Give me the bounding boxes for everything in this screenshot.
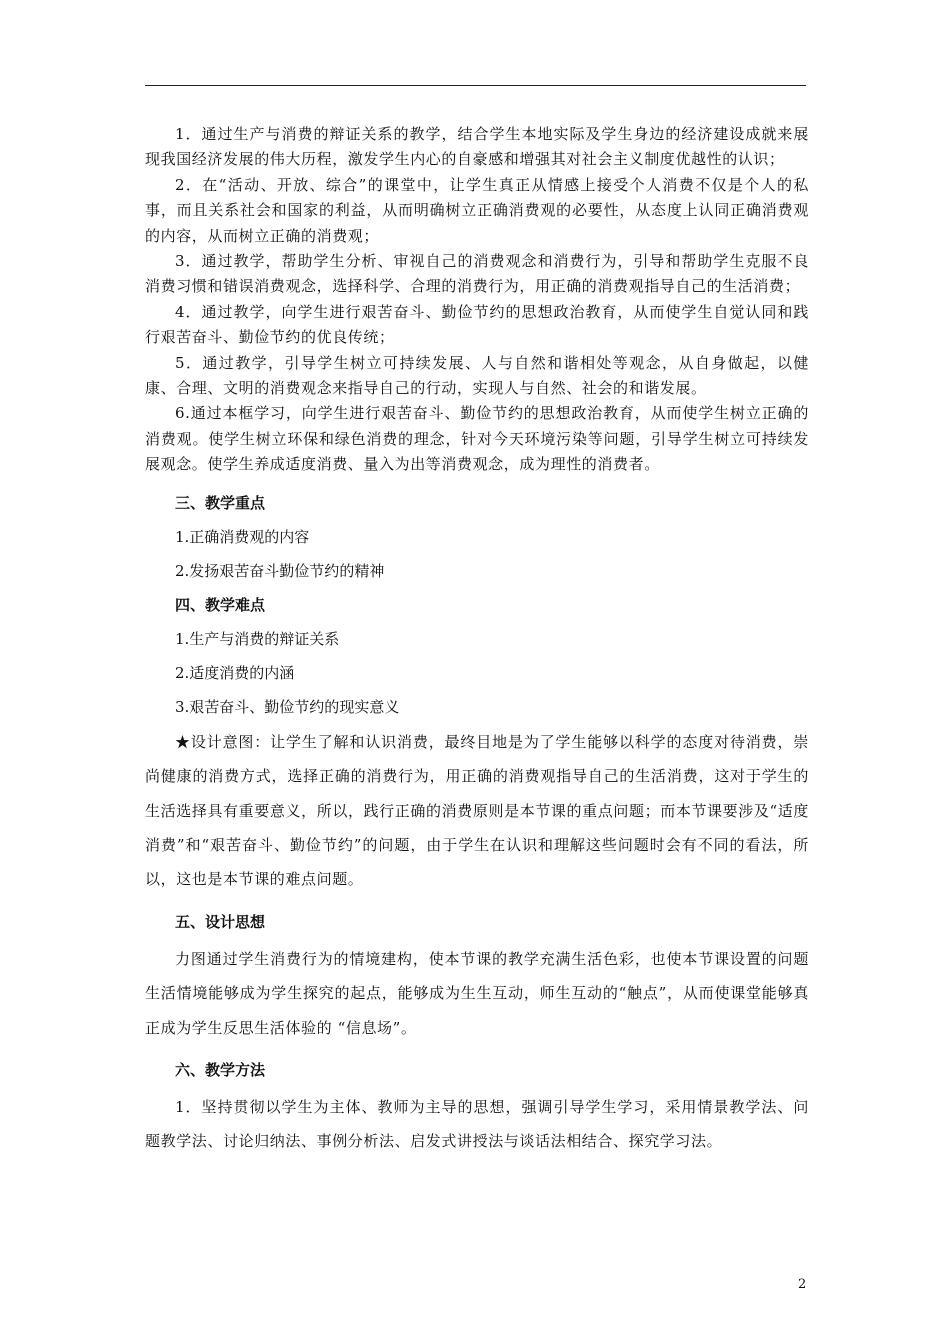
section-heading-difficulties: 四、教学难点	[175, 595, 266, 614]
page-number: 2	[798, 1277, 807, 1292]
section-heading-design-idea: 五、设计思想	[175, 912, 266, 931]
objective-4: 4．通过教学，向学生进行艰苦奋斗、勤俭节约的思想政治教育，从而使学生自觉认同和践行艰苦奋斗、勤俭节约的优良传统；	[145, 302, 809, 347]
difficulty-item: 1.生产与消费的辩证关系	[175, 629, 340, 648]
objective-6: 6.通过本框学习，向学生进行艰苦奋斗、勤俭节约的思想政治教育，从而使学生树立正确的消费观。使学生树立环保和绿色消费的理念，针对今天环境污染等问题，引导学生树立可持续发展观念。使学生养成适度消费、量入为出等消费观念，成为理性的消费者。	[145, 404, 809, 474]
document-body	[145, 122, 809, 1159]
design-idea-paragraph: 力图通过学生消费行为的情境建构，使本节课的教学充满生活色彩，也使本节课设置的问题生活情境能够成为学生探究的起点，能够成为生生互动，师生互动的“触点”，从而使课堂能够真正成为学生反思生活体验的 “信息场”。	[145, 949, 809, 1037]
key-point-item: 1.正确消费观的内容	[175, 527, 310, 546]
methods-paragraph: 1．坚持贯彻以学生为主体、教师为主导的思想，强调引导学生学习，采用情景教学法、问题教学法、讨论归纳法、事例分析法、启发式讲授法与谈话法相结合、探究学习法。	[145, 1097, 809, 1151]
difficulty-item: 2.适度消费的内涵	[175, 663, 295, 682]
objective-1: 1．通过生产与消费的辩证关系的教学，结合学生本地实际及学生身边的经济建设成就来展现我国经济发展的伟大历程，激发学生内心的自豪感和增强其对社会主义制度优越性的认识；	[145, 125, 809, 169]
key-point-item: 2.发扬艰苦奋斗勤俭节约的精神	[175, 561, 385, 580]
objective-2: 2．在“活动、开放、综合”的课堂中，让学生真正从情感上接受个人消费不仅是个人的私事，而且关系社会和国家的利益，从而明确树立正确消费观的必要性，从态度上认同正确消费观的内容，从而树立正确的消费观；	[145, 175, 809, 245]
difficulty-item: 3.艰苦奋斗、勤俭节约的现实意义	[175, 697, 400, 716]
objective-3: 3．通过教学，帮助学生分析、审视自己的消费观念和消费行为，引导和帮助学生克服不良消费习惯和错误消费观念，选择科学、合理的消费行为，用正确的消费观指导自己的生活消费；	[145, 252, 809, 296]
section-heading-key-points: 三、教学重点	[175, 493, 266, 512]
design-intent-paragraph: ★设计意图：让学生了解和认识消费，最终目地是为了学生能够以科学的态度对待消费，崇尚健康的消费方式，选择正确的消费行为，用正确的消费观指导自己的生活消费，这对于学生的生活选择具有重要意义，所以，践行正确的消费原则是本节课的重点问题；而本节课要涉及“适度消费”和“艰苦奋斗、勤俭节约”的问题，由于学生在认识和理解这些问题时会有不同的看法，所以，这也是本节课的难点问题。	[145, 732, 809, 889]
header-rule	[145, 85, 806, 86]
objective-5: 5．通过教学，引导学生树立可持续发展、人与自然和谐相处等观念，从自身做起，以健康、合理、文明的消费观念来指导自己的行动，实现人与自然、社会的和谐发展。	[145, 353, 809, 398]
section-heading-methods: 六、教学方法	[175, 1060, 266, 1079]
